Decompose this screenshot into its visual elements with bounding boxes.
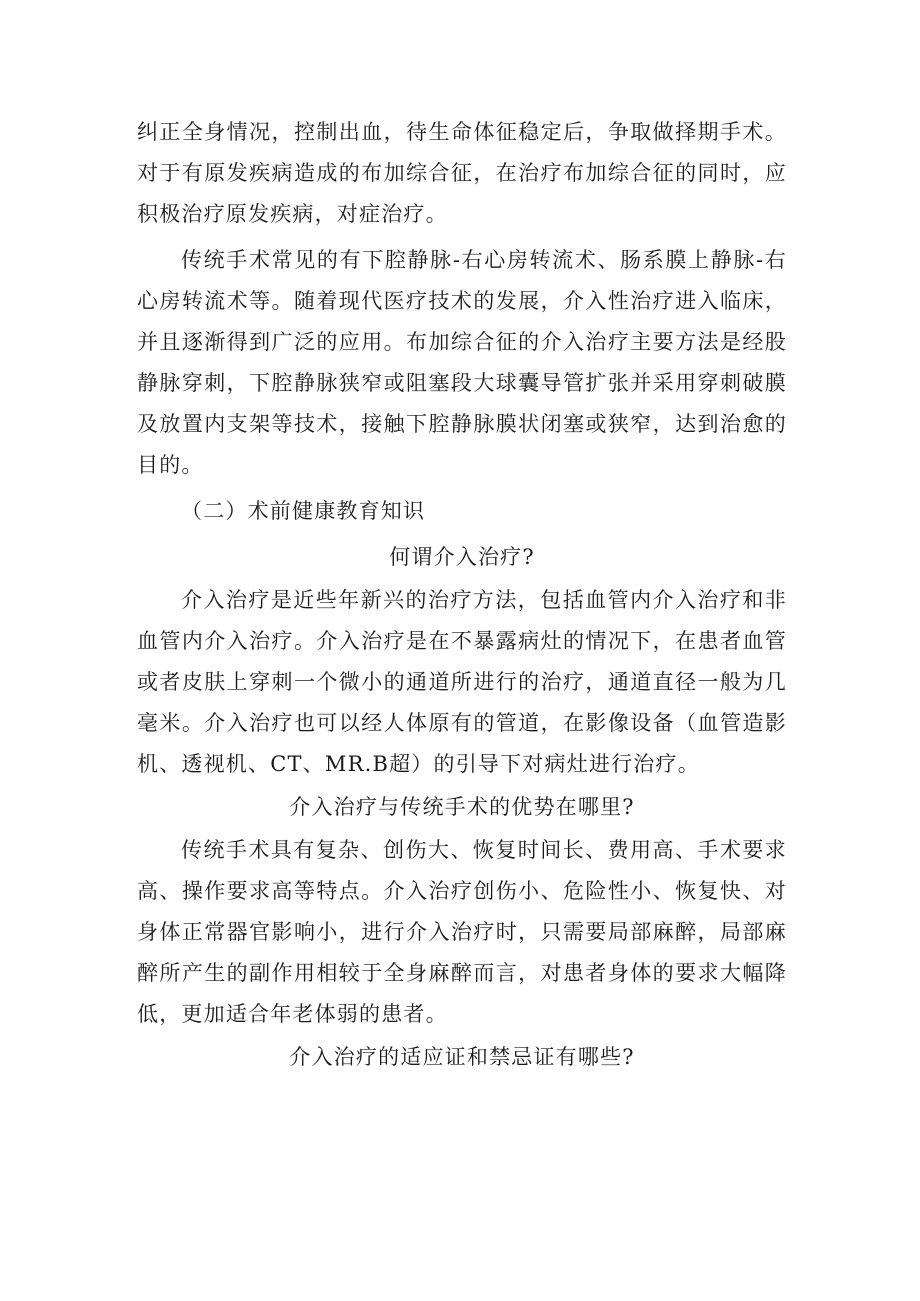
question-heading-2: 介入治疗与传统手术的优势在哪里?: [289, 795, 635, 819]
question-heading-1: 何谓介入治疗?: [389, 545, 535, 569]
paragraph-continuation: 纠正全身情况，控制出血，待生命体征稳定后，争取做择期手术。对于有原发疾病造成的布加综合征，在治疗布加综合征的同时，应积极治疗原发疾病，对症治疗。: [137, 120, 787, 226]
question-heading-3: 介入治疗的适应证和禁忌证有哪些?: [289, 1045, 635, 1069]
document-body: [137, 112, 787, 1080]
paragraph-interventional-definition: 介入治疗是近些年新兴的治疗方法，包括血管内介入治疗和非血管内介入治疗。介入治疗是在不暴露病灶的情况下，在患者血管或者皮肤上穿刺一个微小的通道所进行的治疗，通道直径一般为几毫米。介入治疗也可以经人体原有的管道，在影像设备（血管造影机、透视机、CT、MR.B超）的引导下对病灶进行治疗。: [137, 588, 787, 776]
paragraph-advantages: 传统手术具有复杂、创伤大、恢复时间长、费用高、手术要求高、操作要求高等特点。介入治疗创伤小、危险性小、恢复快、对身体正常器官影响小，进行介入治疗时，只需要局部麻醉，局部麻醉所产生的副作用相较于全身麻醉而言，对患者身体的要求大幅降低，更加适合年老体弱的患者。: [137, 838, 787, 1026]
section-heading: （二）术前健康教育知识: [181, 499, 426, 523]
paragraph-traditional-surgery: 传统手术常见的有下腔静脉-右心房转流术、肠系膜上静脉-右心房转流术等。随着现代医疗技术的发展，介入性治疗进入临床，并且逐渐得到广泛的应用。布加综合征的介入治疗主要方法是经股静脉穿刺，下腔静脉狭窄或阻塞段大球囊导管扩张并采用穿刺破膜及放置内支架等技术，接触下腔静脉膜状闭塞或狭窄，达到治愈的目的。: [137, 248, 787, 477]
